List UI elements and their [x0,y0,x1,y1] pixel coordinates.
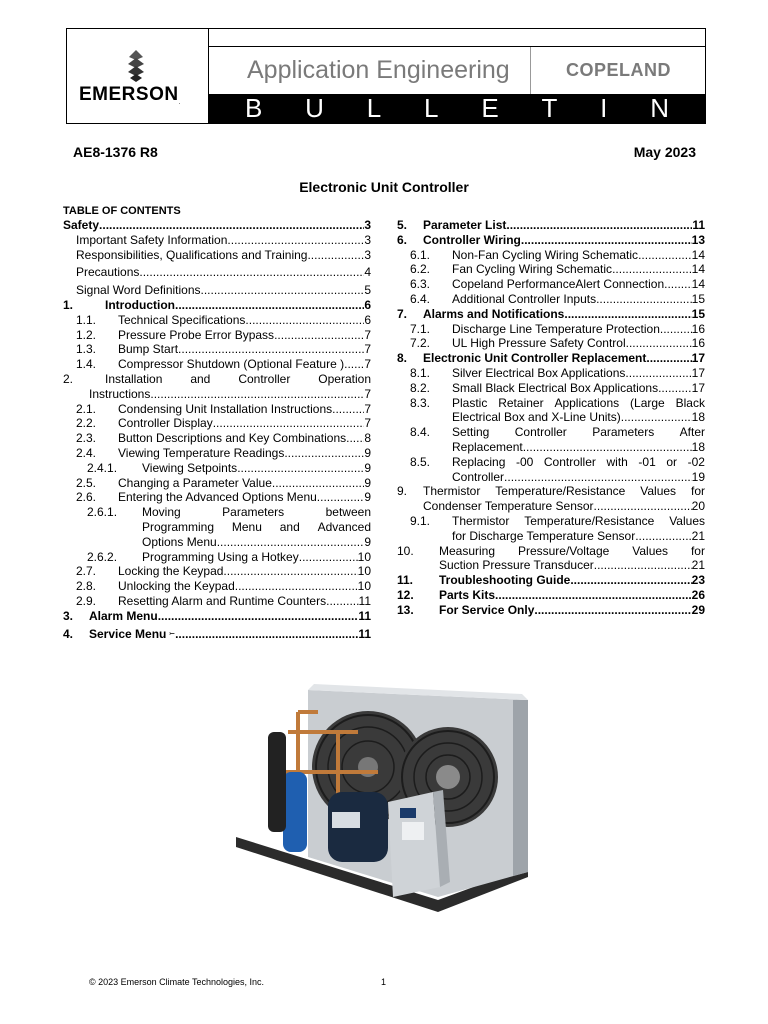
footer-copyright: © 2023 Emerson Climate Technologies, Inc. [89,977,265,987]
toc-entry[interactable]: 7.2. UL High Pressure Safety Control ..... 16 [397,336,705,351]
toc-entry-troubleshooting[interactable]: 11. Troubleshooting Guide ..... 23 [397,573,705,588]
document-id: AE8-1376 R8 [73,144,158,160]
toc-entry[interactable]: 6.2. Fan Cycling Wiring Schematic ..... 14 [397,262,705,277]
bulletin-letter: I [600,93,608,123]
toc-entry[interactable]: 6.4. Additional Controller Inputs ..... 15 [397,292,705,307]
toc-entry[interactable]: 6.1. Non-Fan Cycling Wiring Schematic ..... 14 [397,248,705,263]
toc-entry[interactable]: 2.7. Locking the Keypad ..... 10 [63,564,371,579]
copeland-logo: COPELAND [565,60,671,80]
application-engineering-title: Application Engineering [209,47,531,94]
toc-entry[interactable]: 7.1. Discharge Line Temperature Protection ..... 16 [397,322,705,337]
toc-entry-alarm-menu[interactable]: 3. Alarm Menu ..... 11 [63,609,371,624]
emerson-logo [67,29,209,123]
toc-entry-introduction[interactable]: 1. Introduction ..... 6 [63,298,371,313]
toc-entry[interactable]: 8.2. Small Black Electrical Box Applications ..... 17 [397,381,705,396]
bulletin-letter: T [541,93,558,123]
toc-entry-parts-kits[interactable]: 12. Parts Kits ..... 26 [397,588,705,603]
bulletin-letter: L [424,93,439,123]
toc-entry[interactable]: Precautions ..... 4 [63,265,371,280]
toc-entry-plastic-retainer[interactable]: 8.3. Plastic Retainer Applications (Large Black Electrical Box and X-Line Units) ..... 18 [397,396,705,426]
toc-entry-measuring-pressure[interactable]: 10. Measuring Pressure/Voltage Values for Suction Pressure Transducer ..... 21 [397,544,705,574]
toc-entry-replacing-controller[interactable]: 8.5. Replacing -00 Controller with -01 or -02 Controller ..... 19 [397,455,705,485]
toc-entry[interactable]: 8.1. Silver Electrical Box Applications ..... 17 [397,366,705,381]
toc-entry[interactable]: 1.2. Pressure Probe Error Bypass ..... 7 [63,328,371,343]
toc-entry-moving-parameters[interactable]: 2.6.1. Moving Parameters between Programming Menu and Advanced Options Menu ..... 9 [63,505,371,549]
toc-entry[interactable]: 2.9. Resetting Alarm and Runtime Counters ..... 11 [63,594,371,609]
header-top-strip [209,29,705,47]
condensing-unit-illustration [228,672,546,922]
toc-entry[interactable]: 2.8. Unlocking the Keypad ..... 10 [63,579,371,594]
toc-entry[interactable]: Important Safety Information ..... 3 [63,233,371,248]
toc-entry-controller-wiring[interactable]: 6. Controller Wiring ..... 13 [397,233,705,248]
bulletin-letter: L [366,93,382,123]
toc-entry-installation[interactable]: 2. Installation and Controller Operation Instructions ..... 7 [63,372,371,402]
toc-entry[interactable]: 2.4. Viewing Temperature Readings ..... 9 [63,446,371,461]
document-title: Electronic Unit Controller [299,179,469,195]
toc-entry-replacement[interactable]: 8. Electronic Unit Controller Replacement ..... 17 [397,351,705,366]
toc-entry[interactable]: 2.1. Condensing Unit Installation Instructions ..... 7 [63,402,371,417]
toc-entry[interactable]: 2.4.1. Viewing Setpoints ..... 9 [63,461,371,476]
toc-entry-service-menu[interactable]: 4. Service Menu ..... 11 [63,627,371,642]
toc-entry[interactable]: 2.2. Controller Display ..... 7 [63,416,371,431]
bulletin-letter: U [305,93,324,123]
document-date: May 2023 [633,144,696,160]
toc-entry[interactable]: 2.6. Entering the Advanced Options Menu ..... 9 [63,490,371,505]
toc-entry-setting-parameters[interactable]: 8.4. Setting Controller Parameters After Replacement ..... 18 [397,425,705,455]
bulletin-letter: N [650,93,669,123]
footer-page-number: 1 [381,977,387,987]
toc-entry-parameter-list[interactable]: 5. Parameter List ..... 11 [397,218,705,233]
toc-entry[interactable]: Signal Word Definitions ..... 5 [63,283,371,298]
toc-entry-thermistor-discharge[interactable]: 9.1. Thermistor Temperature/Resistance Values for Discharge Temperature Sensor ..... 21 [397,514,705,544]
toc-entry-alarms[interactable]: 7. Alarms and Notifications ..... 15 [397,307,705,322]
toc-entry-safety[interactable]: Safety ..... 3 [63,218,371,233]
toc-left-column [63,218,371,641]
toc-heading: TABLE OF CONTENTS [63,205,181,217]
toc-entry[interactable]: 2.5. Changing a Parameter Value ..... 9 [63,476,371,491]
toc-right-column [397,218,705,618]
toc-entry[interactable]: 2.6.2. Programming Using a Hotkey ..... 10 [63,550,371,565]
toc-entry[interactable]: 1.3. Bump Start ..... 7 [63,342,371,357]
emerson-diamond-icon [123,49,149,83]
bulletin-bar [209,94,705,123]
bulletin-header [66,28,706,124]
bulletin-letter: E [481,93,499,123]
toc-entry[interactable]: 6.3. Copeland PerformanceAlert Connection ..... 14 [397,277,705,292]
bulletin-letter: B [245,93,263,123]
emerson-wordmark: EMERSON. [79,84,181,106]
toc-entry[interactable]: 1.4. Compressor Shutdown (Optional Feature ) ..... 7 [63,357,371,372]
toc-entry-for-service-only[interactable]: 13. For Service Only ..... 29 [397,603,705,618]
toc-entry-thermistor-condenser[interactable]: 9. Thermistor Temperature/Resistance Values for Condenser Temperature Sensor ..... 20 [397,484,705,514]
toc-entry[interactable]: 1.1. Technical Specifications ..... 6 [63,313,371,328]
toc-entry[interactable]: Responsibilities, Qualifications and Training ..... 3 [63,248,371,263]
toc-entry[interactable]: 2.3. Button Descriptions and Key Combinations ..... 8 [63,431,371,446]
